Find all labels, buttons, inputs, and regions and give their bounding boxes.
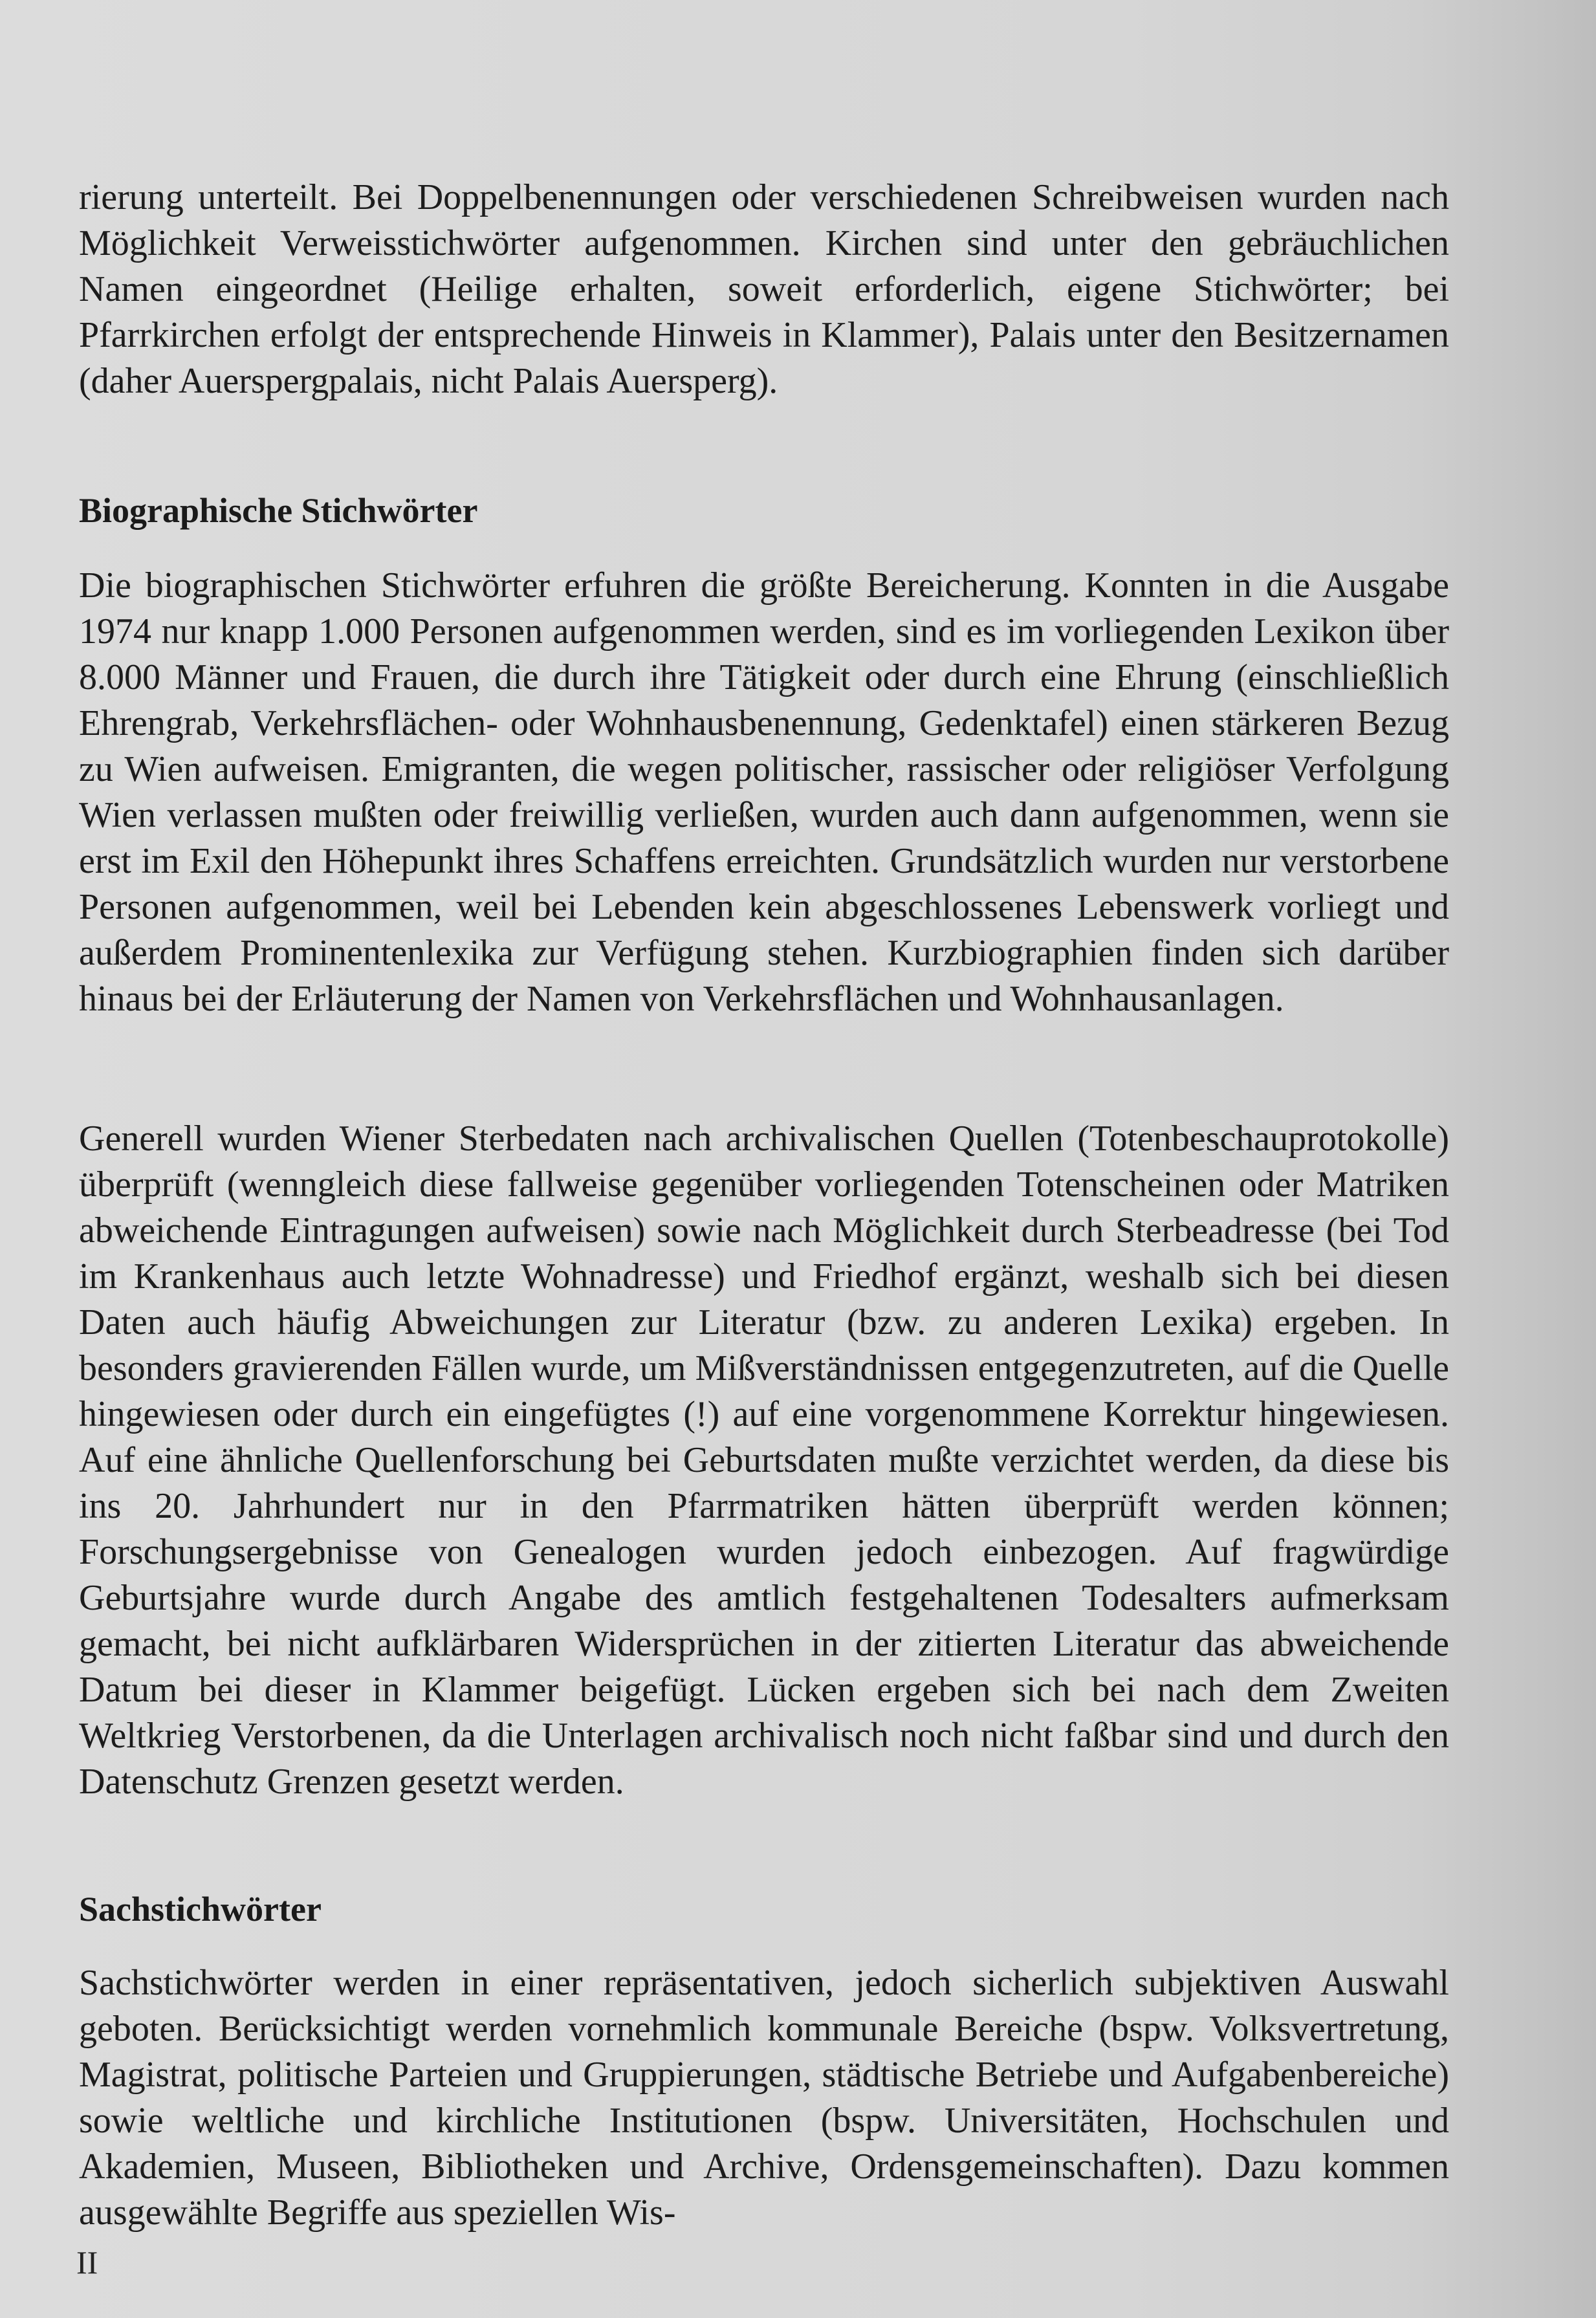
biographische-paragraph-1-block — [79, 563, 1449, 1022]
intro-paragraph: rierung unterteilt. Bei Doppelbenennungen oder verschiedenen Schreibweisen wurden nach Möglichkeit Verweisstichwörter aufgenommen. Kirchen sind unter den gebräuchlichen Namen eingeordnet (Heilige erhalten, soweit erforderlich, eigene Stichwörter; bei Pfarrkirchen erfolgt der entsprechende Hinweis in Klammer), Palais unter den Besitzernamen (daher Auerspergpalais, nicht Palais Auersperg). — [79, 177, 1449, 401]
sach-paragraph-1-block — [79, 1960, 1449, 2236]
sach-paragraph-1: Sachstichwörter werden in einer repräsentativen, jedoch sicherlich subjektiven Auswahl geboten. Berücksichtigt werden vornehmlich kommunale Bereiche (bspw. Volksvertretung, Magistrat, politische Parteien und Gruppierungen, städtische Betriebe und Aufgabenbereiche) sowie weltliche und kirchliche Institutionen (bspw. Universitäten, Hochschulen und Akademien, Museen, Bibliotheken und Archive, Ordensgemeinschaften). Dazu kommen ausgewählte Begriffe aus speziellen Wis- — [79, 1963, 1449, 2233]
section-heading-sach: Sachstichwörter — [79, 1890, 322, 1929]
biographische-paragraph-2: Generell wurden Wiener Sterbedaten nach archivalischen Quellen (Totenbeschauprotokolle) überprüft (wenngleich diese fallweise gegenüber vorliegenden Totenscheinen oder Matriken abweichende Eintragungen aufweisen) sowie nach Möglichkeit durch Sterbeadresse (bei Tod im Krankenhaus auch letzte Wohnadresse) und Friedhof ergänzt, weshalb sich bei diesen Daten auch häufig Abweichungen zur Literatur (bzw. zu anderen Lexika) ergeben. In besonders gravierenden Fällen wurde, um Mißverständnissen entgegenzutreten, auf die Quelle hingewiesen oder durch ein eingefügtes (!) auf eine vorgenommene Korrektur hingewiesen. Auf eine ähnliche Quellenforschung bei Geburtsdaten mußte verzichtet werden, da diese bis ins 20. Jahrhundert nur in den Pfarrmatriken hätten überprüft werden können; Forschungsergebnisse von Genealogen wurden jedoch einbezogen. Auf fragwürdige Geburtsjahre wurde durch Angabe des amtlich festgehaltenen Todesalters aufmerksam gemacht, bei nicht aufklärbaren Widersprüchen in der zitierten Literatur das abweichende Datum bei dieser in Klammer beigefügt. Lücken ergeben sich bei nach dem Zweiten Weltkrieg Verstorbenen, da die Unterlagen archivalisch noch nicht faßbar sind und durch den Datenschutz Grenzen gesetzt werden. — [79, 1119, 1449, 1802]
biographische-paragraph-2-block — [79, 1116, 1449, 1805]
biographische-paragraph-1: Die biographischen Stichwörter erfuhren die größte Bereicherung. Konnten in die Ausgabe 1974 nur knapp 1.000 Personen aufgenommen werden, sind es im vorliegenden Lexikon über 8.000 Männer und Frauen, die durch ihre Tätigkeit oder durch eine Ehrung (einschließlich Ehrengrab, Verkehrsflächen- oder Wohnhausbenennung, Gedenktafel) einen stärkeren Bezug zu Wien aufweisen. Emigranten, die wegen politischer, rassischer oder religiöser Verfolgung Wien verlassen mußten oder freiwillig verließen, wurden auch dann aufgenommen, wenn sie erst im Exil den Höhepunkt ihres Schaffens erreichten. Grundsätzlich wurden nur verstorbene Personen aufgenommen, weil bei Lebenden kein abgeschlossenes Lebenswerk vorliegt und außerdem Prominentenlexika zur Verfügung stehen. Kurzbiographien finden sich darüber hinaus bei der Erläuterung der Namen von Verkehrsflächen und Wohnhausanlagen. — [79, 565, 1449, 1019]
intro-paragraph-block — [79, 175, 1449, 404]
page-number: II — [76, 2244, 98, 2280]
section-heading-biographische: Biographische Stichwörter — [79, 491, 478, 530]
